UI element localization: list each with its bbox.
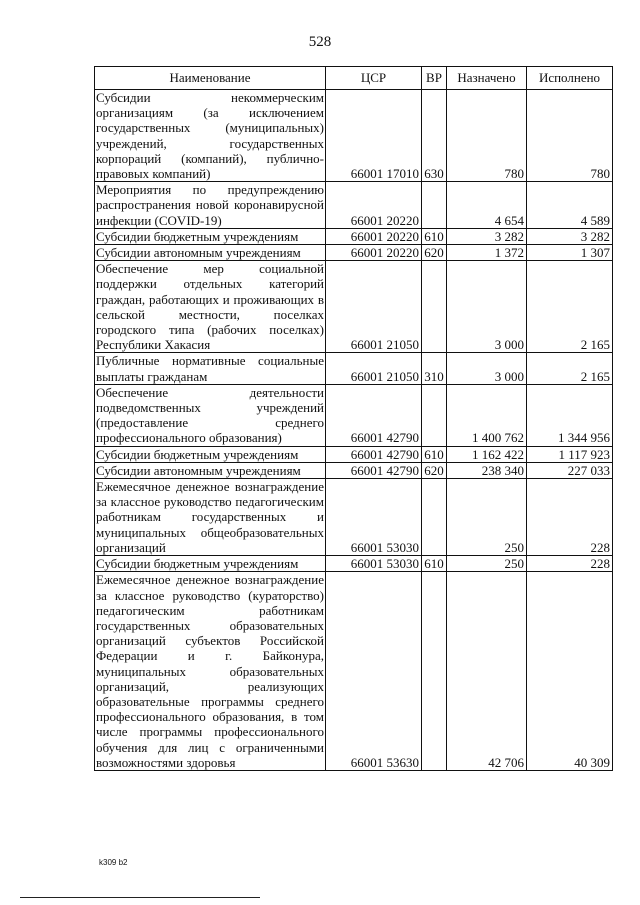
row-name: Субсидии бюджетным учреждениям bbox=[95, 228, 326, 244]
row-planned: 250 bbox=[447, 479, 527, 556]
row-vr: 610 bbox=[422, 556, 447, 572]
row-vr bbox=[422, 261, 447, 353]
row-csr: 66001 53030 bbox=[326, 479, 422, 556]
table-row bbox=[95, 572, 613, 771]
row-csr: 66001 21050 bbox=[326, 261, 422, 353]
row-name: Мероприятия по предупреждению распространения новой коронавирусной инфекции (COVID-19) bbox=[96, 182, 324, 228]
row-vr: 620 bbox=[422, 245, 447, 261]
table-row bbox=[95, 90, 613, 182]
table-row bbox=[95, 245, 613, 261]
row-executed: 3 282 bbox=[527, 228, 613, 244]
row-name: Субсидии некоммерческим организациям (за исключением государственных (муниципальных) учреждений, государственных корпораций (компаний), публично-правовых компаний) bbox=[96, 90, 324, 182]
header-executed: Исполнено bbox=[527, 67, 613, 90]
row-vr: 620 bbox=[422, 462, 447, 478]
footer-divider bbox=[20, 897, 260, 898]
header-name: Наименование bbox=[95, 67, 326, 90]
budget-table bbox=[94, 66, 613, 771]
row-vr bbox=[422, 384, 447, 446]
row-csr: 66001 20220 bbox=[326, 228, 422, 244]
row-planned: 4 654 bbox=[447, 182, 527, 229]
row-vr: 630 bbox=[422, 90, 447, 182]
row-executed: 40 309 bbox=[527, 572, 613, 771]
table-row bbox=[95, 182, 613, 229]
table-row bbox=[95, 556, 613, 572]
row-executed: 2 165 bbox=[527, 261, 613, 353]
row-csr: 66001 42790 bbox=[326, 462, 422, 478]
row-planned: 3 000 bbox=[447, 261, 527, 353]
row-csr: 66001 21050 bbox=[326, 353, 422, 384]
table-row bbox=[95, 446, 613, 462]
table-row bbox=[95, 384, 613, 446]
row-executed: 2 165 bbox=[527, 353, 613, 384]
row-vr bbox=[422, 572, 447, 771]
row-name: Ежемесячное денежное вознаграждение за классное руководство педагогическим работникам государственных и муниципальных общеобразовательных организаций bbox=[96, 479, 324, 555]
row-vr: 310 bbox=[422, 353, 447, 384]
row-csr: 66001 42790 bbox=[326, 446, 422, 462]
page-number: 528 bbox=[308, 34, 332, 50]
row-executed: 1 117 923 bbox=[527, 446, 613, 462]
row-csr: 66001 17010 bbox=[326, 90, 422, 182]
row-planned: 238 340 bbox=[447, 462, 527, 478]
row-planned: 1 162 422 bbox=[447, 446, 527, 462]
row-name: Субсидии автономным учреждениям bbox=[95, 462, 326, 478]
row-name: Обеспечение мер социальной поддержки отдельных категорий граждан, работающих и проживающих в сельской местности, поселках городского типа (рабочих поселках) Республики Хакасия bbox=[96, 261, 324, 353]
table-row bbox=[95, 462, 613, 478]
row-executed: 1 307 bbox=[527, 245, 613, 261]
row-executed: 227 033 bbox=[527, 462, 613, 478]
row-vr: 610 bbox=[422, 446, 447, 462]
table-row bbox=[95, 228, 613, 244]
table-header-row bbox=[95, 67, 613, 90]
row-executed: 228 bbox=[527, 556, 613, 572]
row-planned: 3 000 bbox=[447, 353, 527, 384]
header-csr: ЦСР bbox=[326, 67, 422, 90]
row-planned: 780 bbox=[447, 90, 527, 182]
row-planned: 42 706 bbox=[447, 572, 527, 771]
header-planned: Назначено bbox=[447, 67, 527, 90]
row-planned: 3 282 bbox=[447, 228, 527, 244]
row-csr: 66001 20220 bbox=[326, 182, 422, 229]
row-name: Субсидии бюджетным учреждениям bbox=[95, 556, 326, 572]
row-executed: 780 bbox=[527, 90, 613, 182]
row-name: Субсидии бюджетным учреждениям bbox=[95, 446, 326, 462]
table-row bbox=[95, 353, 613, 384]
footer-code: k309 b2 bbox=[99, 858, 128, 867]
row-planned: 1 400 762 bbox=[447, 384, 527, 446]
row-planned: 1 372 bbox=[447, 245, 527, 261]
row-vr bbox=[422, 182, 447, 229]
row-name: Ежемесячное денежное вознаграждение за классное руководство (кураторство) педагогическим работникам государственных образовательных организаций субъектов Российской Федерации и г. Байконура, муниципальных образовательных организаций, реализующих образовательные программы среднего профессионального образования, в том числе программы профессионального обучения для лиц с ограниченными возможностями здоровья bbox=[96, 572, 324, 770]
row-executed: 228 bbox=[527, 479, 613, 556]
row-name: Обеспечение деятельности подведомственных учреждений (предоставление среднего профессионального образования) bbox=[96, 384, 324, 446]
row-csr: 66001 42790 bbox=[326, 384, 422, 446]
row-name: Субсидии автономным учреждениям bbox=[95, 245, 326, 261]
row-vr bbox=[422, 479, 447, 556]
table-row bbox=[95, 479, 613, 556]
row-name: Публичные нормативные социальные выплаты гражданам bbox=[96, 353, 324, 384]
row-csr: 66001 20220 bbox=[326, 245, 422, 261]
row-csr: 66001 53030 bbox=[326, 556, 422, 572]
row-executed: 1 344 956 bbox=[527, 384, 613, 446]
row-csr: 66001 53630 bbox=[326, 572, 422, 771]
row-executed: 4 589 bbox=[527, 182, 613, 229]
row-planned: 250 bbox=[447, 556, 527, 572]
row-vr: 610 bbox=[422, 228, 447, 244]
header-vr: ВР bbox=[422, 67, 447, 90]
table-row bbox=[95, 261, 613, 353]
